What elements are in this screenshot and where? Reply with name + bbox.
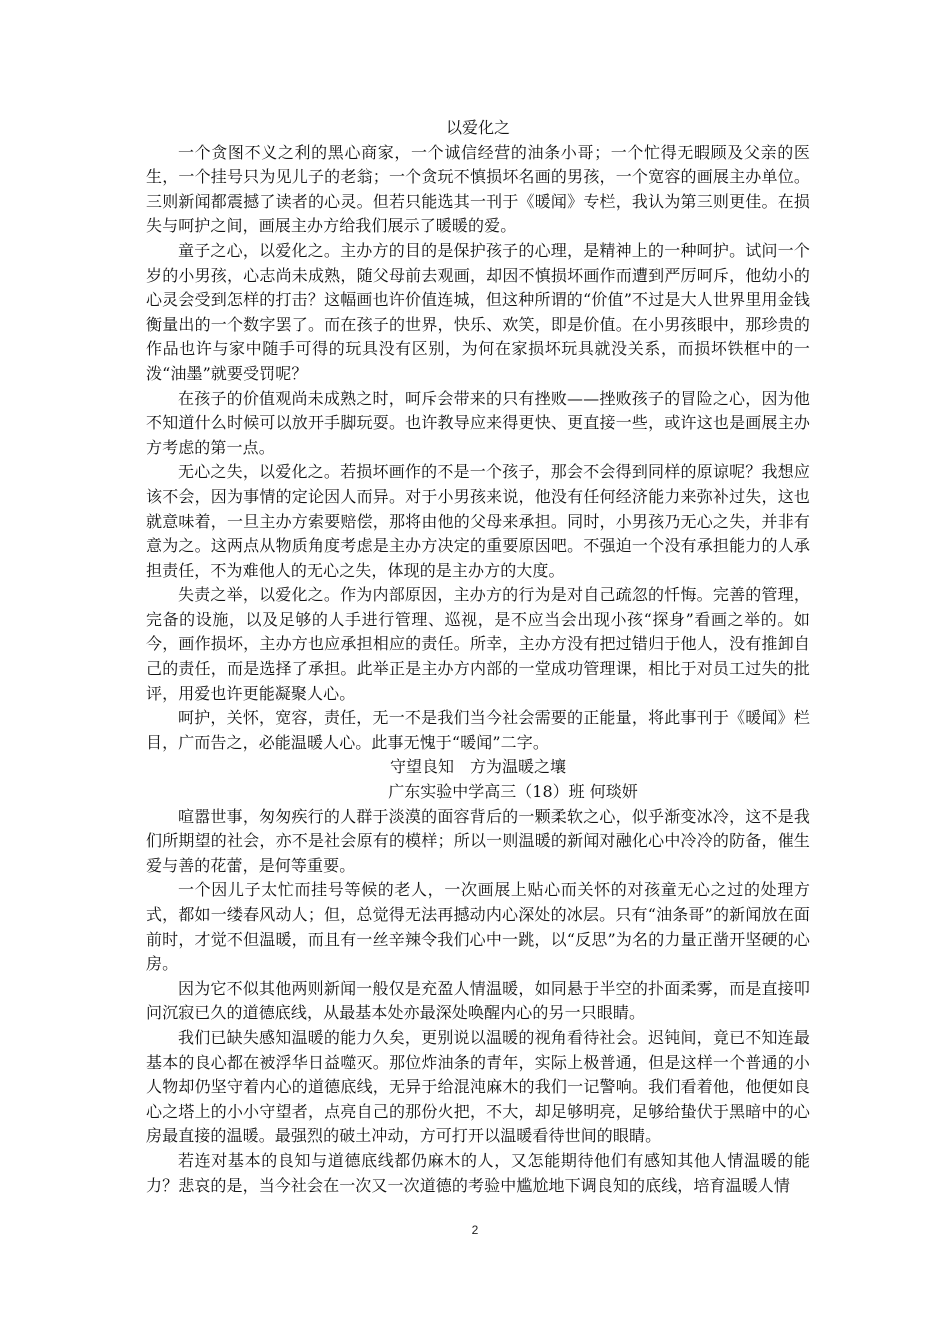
essay2-paragraph-3: 因为它不似其他两则新闻一般仅是充盈人情温暖，如同悬于半空的扑面柔雾，而是直接叩问沉寂已久的道德底线，从最基本处亦最深处唤醒内心的另一只眼睛。 xyxy=(146,978,810,1023)
essay2-paragraph-5: 若连对基本的良知与道德底线都仍麻木的人，又怎能期待他们有感知其他人情温暖的能力？悲哀的是，当今社会在一次又一次道德的考验中尴尬地下调良知的底线，培育温暖人情 xyxy=(146,1150,810,1195)
essay2-paragraph-1: 喧嚣世事，匆匆疾行的人群于淡漠的面容背后的一颗柔软之心，似乎渐变冰冷，这不是我们所期望的社会，亦不是社会原有的模样；所以一则温暖的新闻对融化心中冷冷的防备，催生爱与善的花蕾，是何等重要。 xyxy=(146,806,810,875)
document-body xyxy=(146,116,843,1198)
essay1-paragraph-6: 呵护，关怀，宽容，责任，无一不是我们当今社会需要的正能量，将此事刊于《暖闻》栏目，广而告之，必能温暖人心。此事无愧于“暖闻”二字。 xyxy=(146,708,810,752)
essay1-paragraph-2: 童子之心，以爱化之。主办方的目的是保护孩子的心理，是精神上的一种呵护。试问一个 岁的小男孩，心志尚未成熟，随父母前去观画，却因不慎损坏画作而遭到严厉呵斥，他幼小的心灵会受到怎样的打击？这幅画也许价值连城，但这种所谓的“价值”不过是大人世界里用金钱衡量出的一个数字罢了。而在孩子的世界，快乐、欢笑，即是价值。在小男孩眼中，那珍贵的作品也许与家中随手可得的玩具没有区别，为何在家损坏玩具就没关系，而损坏铁框中的一泼“油墨”就要受罚呢？ xyxy=(146,240,843,383)
essay1-paragraph-3: 在孩子的价值观尚未成熟之时，呵斥会带来的只有挫败——挫败孩子的冒险之心，因为他不知道什么时候可以放开手脚玩耍。也许教导应来得更快、更直接一些，或许这也是画展主办方考虑的第一点。 xyxy=(146,388,810,457)
essay2-paragraph-2: 一个因儿子太忙而挂号等候的老人，一次画展上贴心而关怀的对孩童无心之过的处理方式，都如一缕春风动人；但，总觉得无法再撼动内心深处的冰层。只有“油条哥”的新闻放在面前时，才觉不但温暖，而且有一丝辛辣令我们心中一跳，以“反思”为名的力量正凿开坚硬的心房。 xyxy=(146,880,810,974)
essay2-paragraph-4: 我们已缺失感知温暖的能力久矣，更别说以温暖的视角看待社会。迟钝间，竟已不知连最基本的良心都在被浮华日益噬灭。那位炸油条的青年，实际上极普通，但是这样一个普通的小人物却仍坚守着内心的道德底线，无异于给混沌麻木的我们一记警响。我们看着他，他便如良心之塔上的小小守望者，点亮自己的那份火把，不大，却足够明亮，足够给蛰伏于黑暗中的心房最直接的温暖。最强烈的破土冲动，方可打开以温暖看待世间的眼睛。 xyxy=(146,1027,810,1146)
essay2-title: 守望良知 方为温暖之壤 xyxy=(389,757,566,777)
page-number: 2 xyxy=(471,1223,479,1237)
essay1-title: 以爱化之 xyxy=(445,118,510,137)
essay1-paragraph-1: 一个贪图不义之利的黑心商家，一个诚信经营的油条小哥；一个忙得无暇顾及父亲的医生，一个挂号只为见儿子的老翁；一个贪玩不慎损坏名画的男孩，一个宽容的画展主办单位。三则新闻都震撼了读者的心灵。但若只能选其一刊于《暖闻》专栏，我认为第三则更佳。在损失与呵护之间，画展主办方给我们展示了暖暖的爱。 xyxy=(146,142,810,236)
essay2-author: 广东实验中学高三（18）班 何琰妍 xyxy=(388,782,638,802)
essay1-paragraph-5: 失责之举，以爱化之。作为内部原因，主办方的行为是对自己疏忽的忏悔。完善的管理，完备的设施，以及足够的人手进行管理、巡视，是不应当会出现小孩“探身”看画之举的。如今，画作损坏，主办方也应承担相应的责任。所幸，主办方没有把过错归于他人，没有推卸自己的责任，而是选择了承担。此举正是主办方内部的一堂成功管理课，相比于对员工过失的批评，用爱也许更能凝聚人心。 xyxy=(146,585,810,703)
essay1-paragraph-4: 无心之失，以爱化之。若损坏画作的不是一个孩子，那会不会得到同样的原谅呢？我想应该不会，因为事情的定论因人而异。对于小男孩来说，他没有任何经济能力来弥补过失，这也就意味着，一旦主办方索要赔偿，那将由他的父母来承担。同时，小男孩乃无心之失，并非有意为之。这两点从物质角度考虑是主办方决定的重要原因吧。不强迫一个没有承担能力的人承担责任，不为难他人的无心之失，体现的是主办方的大度。 xyxy=(146,462,810,580)
